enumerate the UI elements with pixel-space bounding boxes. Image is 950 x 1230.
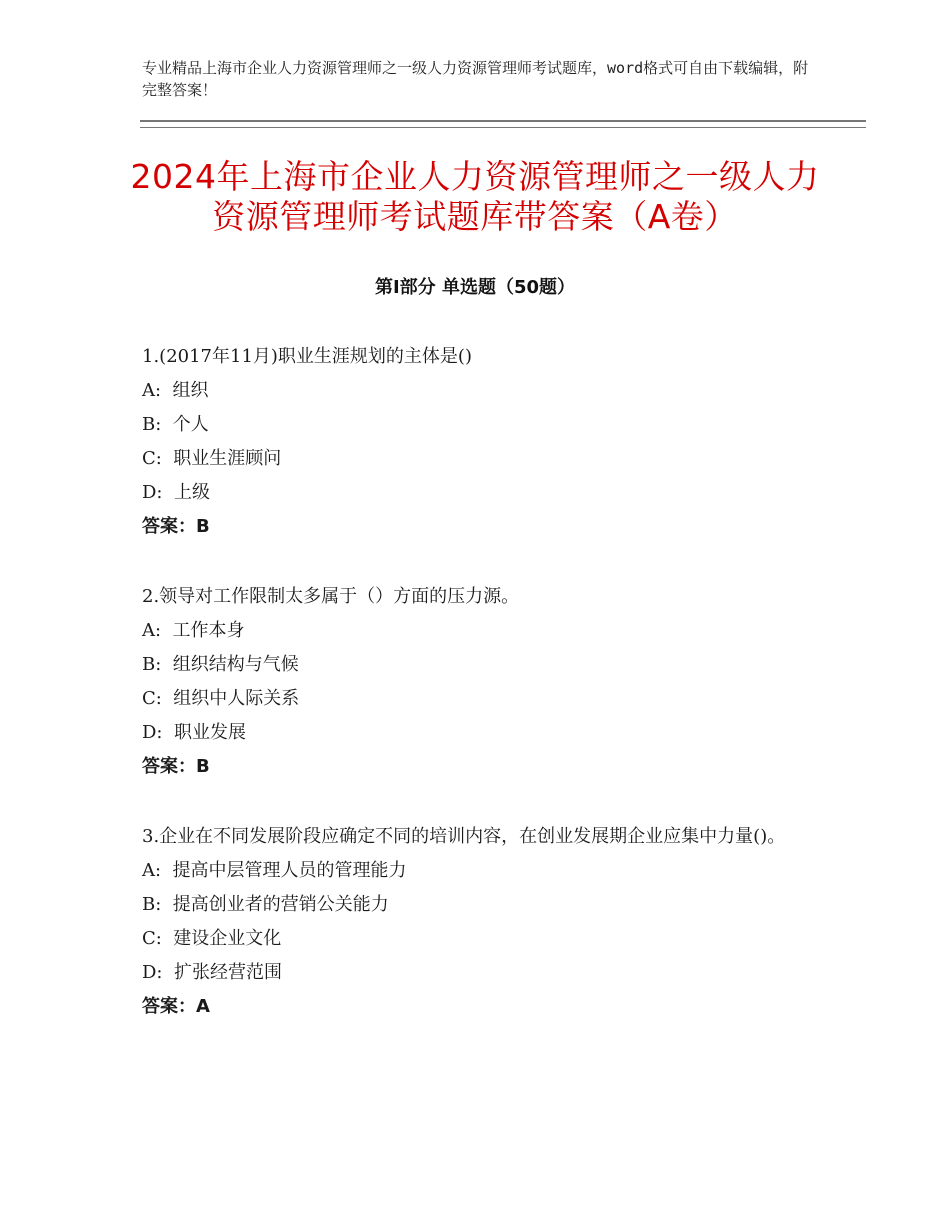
header-divider [140, 120, 866, 128]
option-a: A: 提高中层管理人员的管理能力 [142, 860, 407, 881]
header-note: 专业精品上海市企业人力资源管理师之一级人力资源管理师考试题库，word格式可自由下载编辑，附完整答案！ [142, 59, 809, 99]
option-a: A: 工作本身 [142, 620, 245, 641]
option-a: A: 组织 [142, 380, 209, 401]
document-title: 2024年上海市企业人力资源管理师之一级人力资源管理师考试题库带答案（A卷） [130, 157, 820, 236]
option-b: B: 个人 [142, 414, 209, 435]
option-c: C: 建设企业文化 [142, 928, 282, 949]
question-2 [142, 580, 822, 784]
question-stem: 3.企业在不同发展阶段应确定不同的培训内容，在创业发展期企业应集中力量()。 [142, 826, 786, 847]
answer-line: 答案：B [142, 516, 210, 537]
question-stem: 1.(2017年11月)职业生涯规划的主体是() [142, 346, 472, 367]
option-d: D: 职业发展 [142, 722, 246, 743]
option-b: B: 提高创业者的营销公关能力 [142, 894, 389, 915]
answer-line: 答案：A [142, 996, 210, 1017]
section-title: 第Ⅰ部分 单选题（50题） [374, 277, 575, 298]
option-b: B: 组织结构与气候 [142, 654, 299, 675]
option-c: C: 职业生涯顾问 [142, 448, 282, 469]
option-d: D: 上级 [142, 482, 210, 503]
question-stem: 2.领导对工作限制太多属于（）方面的压力源。 [142, 586, 520, 607]
option-d: D: 扩张经营范围 [142, 962, 282, 983]
question-3 [142, 820, 822, 1024]
option-c: C: 组织中人际关系 [142, 688, 300, 709]
question-1 [142, 340, 822, 544]
answer-line: 答案：B [142, 756, 210, 777]
